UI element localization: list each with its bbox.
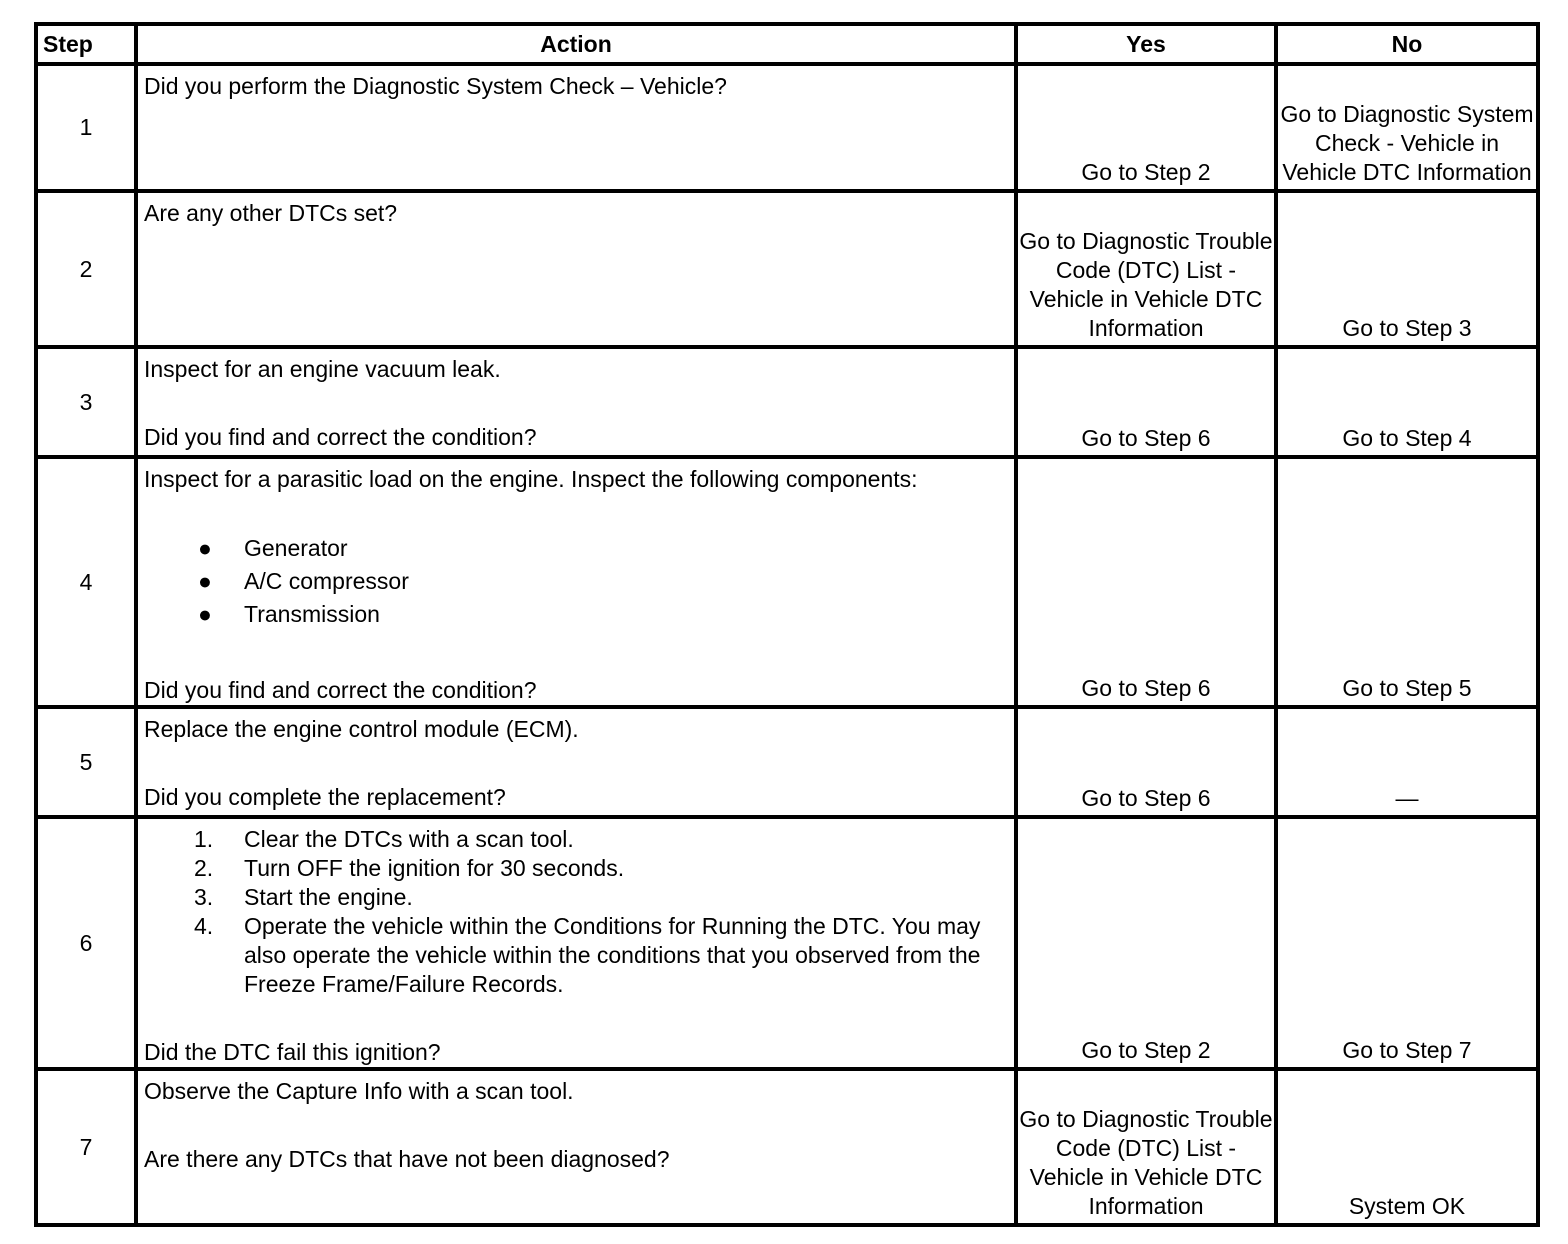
action-cell <box>136 191 1016 347</box>
step-number: 1 <box>36 64 136 191</box>
list-item: 2. Turn OFF the ignition for 30 seconds. <box>194 855 625 881</box>
bullet-icon: ● <box>198 568 212 594</box>
component-list <box>144 532 1006 631</box>
yes-cell: Go to Diagnostic Trouble Code (DTC) List - Vehicle in Vehicle DTC Information <box>1016 1069 1276 1225</box>
table-row <box>36 817 1538 1069</box>
table-row <box>36 64 1538 191</box>
action-question: Are there any DTCs that have not been diagnosed? <box>144 1146 670 1172</box>
yes-cell: Go to Diagnostic Trouble Code (DTC) List - Vehicle in Vehicle DTC Information <box>1016 191 1276 347</box>
action-cell <box>136 347 1016 457</box>
action-cell <box>136 817 1016 1069</box>
header-no: No <box>1276 24 1538 64</box>
table-row <box>36 457 1538 707</box>
list-item: ● Transmission <box>144 598 1006 631</box>
yes-cell: Go to Step 6 <box>1016 457 1276 707</box>
bullet-icon: ● <box>198 601 212 627</box>
table-row <box>36 1069 1538 1225</box>
yes-cell: Go to Step 6 <box>1016 707 1276 817</box>
action-text: Are any other DTCs set? <box>144 200 398 226</box>
list-item: 4. Operate the vehicle within the Conditions for Running the DTC. You may also operate the vehicle within the conditions that you observed from the Freeze Frame/Failure Records. <box>194 913 981 997</box>
action-cell <box>136 707 1016 817</box>
step-number: 4 <box>36 457 136 707</box>
header-step: Step <box>36 24 136 64</box>
diagnostic-table <box>34 22 1540 1227</box>
header-row <box>36 24 1538 64</box>
no-cell: Go to Step 5 <box>1276 457 1538 707</box>
bullet-icon: ● <box>198 535 212 561</box>
action-question: Did the DTC fail this ignition? <box>144 1039 441 1065</box>
action-question: Did you find and correct the condition? <box>144 677 537 703</box>
list-item: ● A/C compressor <box>144 565 1006 598</box>
header-yes: Yes <box>1016 24 1276 64</box>
action-text: Observe the Capture Info with a scan tool. <box>144 1078 574 1104</box>
list-item: 1. Clear the DTCs with a scan tool. <box>194 826 574 852</box>
no-cell: Go to Step 3 <box>1276 191 1538 347</box>
no-cell: Go to Step 7 <box>1276 817 1538 1069</box>
procedure-list <box>144 825 1006 999</box>
action-text: Did you perform the Diagnostic System Check – Vehicle? <box>144 73 727 99</box>
step-number: 2 <box>36 191 136 347</box>
step-number: 5 <box>36 707 136 817</box>
no-cell: System OK <box>1276 1069 1538 1225</box>
yes-cell: Go to Step 6 <box>1016 347 1276 457</box>
action-cell <box>136 1069 1016 1225</box>
step-number: 7 <box>36 1069 136 1225</box>
action-question: Did you find and correct the condition? <box>144 424 537 450</box>
action-text: Replace the engine control module (ECM). <box>144 716 579 742</box>
step-number: 3 <box>36 347 136 457</box>
list-item: ● Generator <box>144 532 1006 565</box>
header-action: Action <box>136 24 1016 64</box>
yes-cell: Go to Step 2 <box>1016 64 1276 191</box>
action-cell <box>136 457 1016 707</box>
action-question: Did you complete the replacement? <box>144 784 506 810</box>
step-number: 6 <box>36 817 136 1069</box>
yes-cell: Go to Step 2 <box>1016 817 1276 1069</box>
action-text: Inspect for an engine vacuum leak. <box>144 356 501 382</box>
table-row <box>36 191 1538 347</box>
action-cell <box>136 64 1016 191</box>
list-item: 3. Start the engine. <box>194 884 413 910</box>
no-cell: Go to Diagnostic System Check - Vehicle in Vehicle DTC Information <box>1276 64 1538 191</box>
action-text: Inspect for a parasitic load on the engine. Inspect the following components: <box>144 466 918 492</box>
table-row <box>36 707 1538 817</box>
no-cell: Go to Step 4 <box>1276 347 1538 457</box>
table-row <box>36 347 1538 457</box>
no-cell: — <box>1276 707 1538 817</box>
